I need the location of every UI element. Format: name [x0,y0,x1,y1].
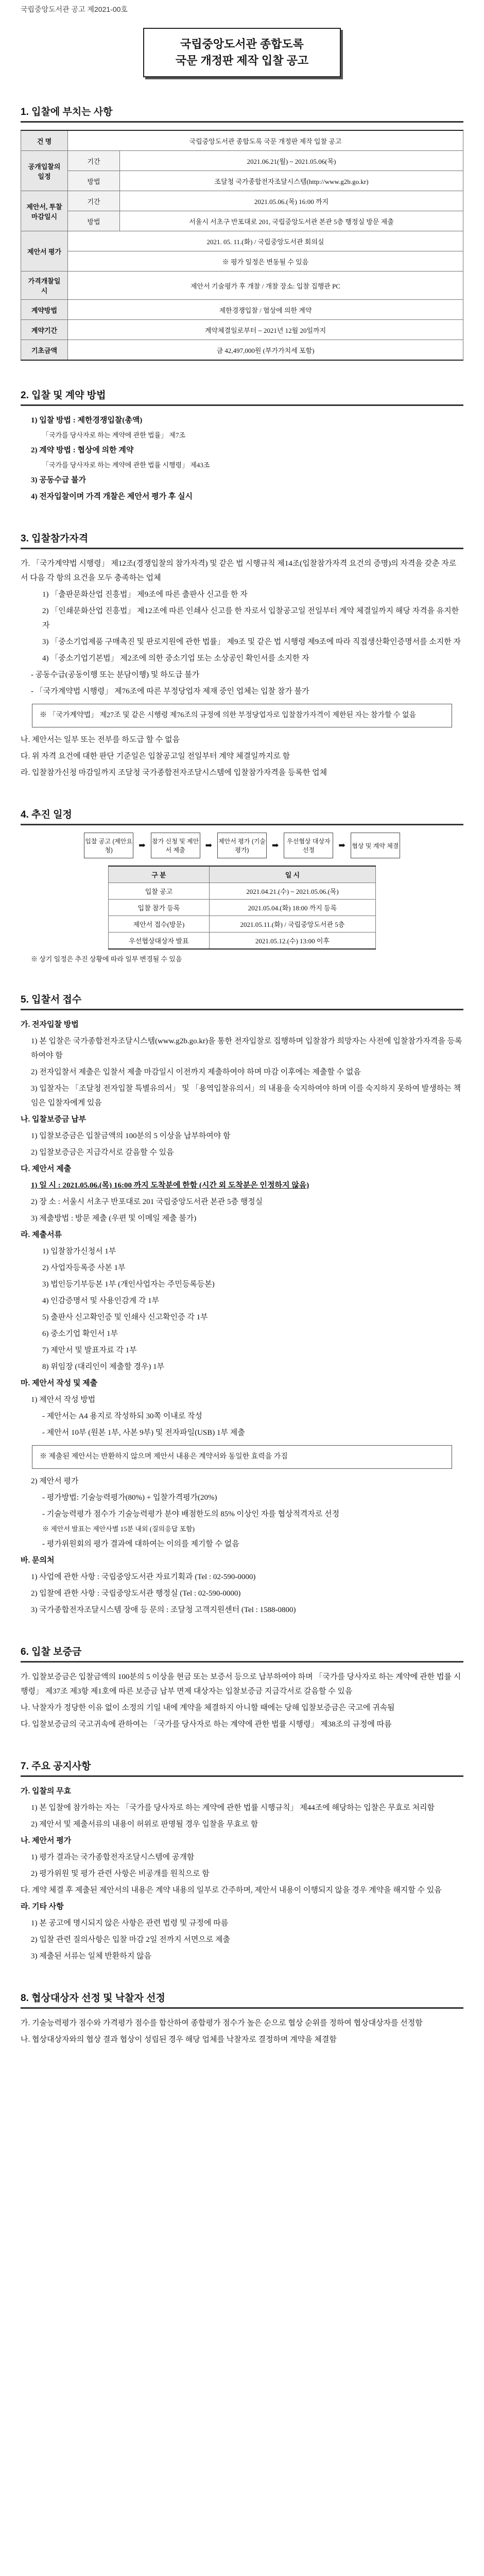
section-selection [21,1990,463,2047]
paragraph: - 「국가계약법 시행령」 제76조에 따른 부정당업자 제재 중인 업체는 입찰 참가 불가 [31,687,309,696]
paragraph: - 평가위원회의 평가 결과에 대하여는 이의를 제기할 수 없음 [42,1540,239,1548]
arrow-right-icon: ➡ [139,841,146,850]
list-item: 2) 사업자등록증 사본 1부 [42,1264,126,1272]
paragraph: 라. 입찰참가신청 마감일까지 조달청 국가종합전자조달시스템에 입찰참가자격을 등록한 업체 [21,769,327,777]
section-heading: 3. 입찰참가자격 [21,531,463,549]
arrow-right-icon: ➡ [205,841,212,850]
list-item: 8) 위임장 (대리인이 제출할 경우) 1부 [42,1363,165,1371]
paragraph: 라. 제출서류 [21,1231,62,1239]
paragraph: 3) 제출된 서류는 일체 반환하지 않음 [31,1952,152,1960]
section-overview [21,104,463,361]
paragraph: 나. 낙찰자가 정당한 이유 없이 소정의 기일 내에 계약을 체결하지 아니할 때에는 당해 입찰보증금은 국고에 귀속됨 [21,1704,395,1712]
flow-step: 참가 신청 및 제안서 제출 [151,833,200,858]
table-header-cell: 일 시 [209,866,375,883]
table-cell: 입찰 참가 등록 [109,900,210,916]
paragraph: 라. 기타 사항 [21,1903,64,1911]
notice-title-line-2: 국문 개정판 제작 입찰 공고 [175,54,309,67]
paragraph: 3) 「중소기업제품 구매촉진 및 판로지원에 관한 법률」 제9조 및 같은 법 시행령 제9조에 따라 직접생산확인증명서를 소지한 자 [42,638,461,646]
section-bidding-method [21,387,463,504]
list-item: 5) 출판사 신고확인증 및 인쇄사 신고확인증 각 1부 [42,1313,208,1321]
section-heading: 5. 입찰서 접수 [21,992,463,1010]
row-header: 제안서 평가 [21,231,68,272]
list-item: 6) 중소기업 확인서 1부 [42,1330,118,1338]
row-header: 가격개찰일시 [21,272,68,300]
arrow-right-icon: ➡ [272,841,279,850]
paragraph: 다. 계약 체결 후 제출된 제안서의 내용은 계약 내용의 일부로 간주하며, 제안서 내용이 이행되지 않을 경우 계약을 해지할 수 있음 [21,1886,442,1894]
paragraph: 4) 「중소기업기본법」 제2조에 의한 중소기업 또는 소상공인 확인서를 소지한 자 [42,654,309,663]
paragraph: 2) 평가위원 및 평가 관련 사항은 비공개를 원칙으로 함 [31,1870,210,1878]
paragraph: 2) 제안서 및 제출서류의 내용이 허위로 판명될 경우 입찰을 무효로 함 [31,1820,258,1828]
paragraph: 1) 본 공고에 명시되지 않은 사항은 관련 법령 및 규정에 따름 [31,1919,229,1927]
paragraph: 나. 제안서 평가 [21,1837,72,1845]
row-subheader: 방법 [68,171,120,191]
row-subheader: 기간 [68,191,120,211]
paragraph: 3) 공동수급 불가 [31,476,86,484]
notice-box: ※ 「국가계약법」 제27조 및 같은 시행령 제76조의 규정에 의한 부정당업자로 입찰참가자격이 제한된 자는 참가할 수 없음 [32,704,452,727]
row-header: 계약기간 [21,320,68,340]
process-flow [21,833,463,858]
contact-line: 3) 국가종합전자조달시스템 장애 등 문의 : 조달청 고객지원센터 (Tel : 1588-0800) [31,1606,296,1614]
list-item: 1) 입찰참가신청서 1부 [42,1247,116,1256]
row-value: 국립중앙도서관 종합도록 국문 개정판 제작 입찰 공고 [68,130,463,151]
paragraph: 1) 입찰보증금은 입찰금액의 100분의 5 이상을 납부하여야 함 [31,1132,231,1140]
row-value: 2021.05.06.(목) 16:00 까지 [120,191,463,211]
section-heading: 6. 입찰 보증금 [21,1644,463,1663]
list-item: 4) 인감증명서 및 사용인감계 각 1부 [42,1297,160,1305]
paragraph: 마. 제안서 작성 및 제출 [21,1379,98,1387]
paragraph: 「국가를 당사자로 하는 계약에 관한 법률」 제7조 [42,431,186,439]
table-cell: 2021.05.12.(수) 13:00 이후 [209,933,375,950]
paragraph: - 제안서는 A4 용지로 작성하되 30쪽 이내로 작성 [42,1412,202,1420]
paragraph: - 기술능력평가 점수가 기술능력평가 분야 배점한도의 85% 이상인 자를 협상적격자로 선정 [42,1510,340,1518]
section-heading: 1. 입찰에 부치는 사항 [21,104,463,123]
table-cell: 2021.05.11.(화) / 국립중앙도서관 5층 [209,916,375,933]
section-notices [21,1758,463,1963]
paragraph: 다. 입찰보증금의 국고귀속에 관하여는 「국가를 당사자로 하는 계약에 관한 법률 시행령」 제38조의 규정에 따름 [21,1720,392,1728]
row-header: 공개입찰의 일정 [21,151,68,191]
row-subheader: 방법 [68,211,120,231]
row-header: 계약방법 [21,300,68,320]
row-value: 서울시 서초구 반포대로 201, 국립중앙도서관 본관 5층 행정실 방문 제출 [120,211,463,231]
section-bid-bond [21,1644,463,1732]
paragraph: 가. 「국가계약법 시행령」 제12조(경쟁입찰의 참가자격) 및 같은 법 시행규칙 제14조(입찰참가자격 요건의 증명)의 자격을 갖춘 자로서 다음 각 항의 요건을 모두 충족하는 업체 [21,560,457,582]
table-header-cell: 구 분 [109,866,210,883]
row-header: 건 명 [21,130,68,151]
section-submission [21,992,463,1617]
row-value: 조달청 국가종합전자조달시스템(http://www.g2b.go.kr) [120,171,463,191]
paragraph: 1) 본 입찰에 참가하는 자는 「국가를 당사자로 하는 계약에 관한 법률 시행규칙」 제44조에 해당하는 입찰은 무효로 처리함 [31,1804,435,1812]
schedule-table [108,866,376,950]
paragraph: 다. 위 자격 요건에 대한 판단 기준일은 입찰공고일 전일부터 계약 체결일까지로 함 [21,752,290,760]
paragraph: 3) 제출방법 : 방문 제출 (우편 및 이메일 제출 불가) [31,1214,197,1223]
paragraph: 나. 제안서는 일부 또는 전부를 하도급 할 수 없음 [21,736,180,744]
paragraph: 2) 전자입찰서 제출은 입찰서 제출 마감일시 이전까지 제출하여야 하며 마감 이후에는 제출할 수 없음 [31,1068,361,1076]
paragraph: 가. 전자입찰 방법 [21,1021,79,1029]
row-value: 제한경쟁입찰 / 협상에 의한 계약 [68,300,463,320]
table-cell: 2021.05.04.(화) 18:00 까지 등록 [209,900,375,916]
paragraph: 2) 장 소 : 서울시 서초구 반포대로 201 국립중앙도서관 본관 5층 행정실 [31,1198,263,1206]
section-heading: 2. 입찰 및 계약 방법 [21,387,463,406]
notice-title-line-1: 국립중앙도서관 종합도록 [180,38,304,50]
list-item: 3) 법인등기부등본 1부 (개인사업자는 주민등록등본) [42,1280,215,1289]
paragraph: 1) 제안서 작성 방법 [31,1396,96,1404]
row-subheader: 기간 [68,151,120,171]
row-value: 금 42,497,000원 (부가가치세 포함) [68,340,463,361]
section-eligibility [21,531,463,780]
row-value: 2021. 05. 11.(화) / 국립중앙도서관 회의실 [68,231,463,251]
section-heading: 7. 주요 공지사항 [21,1758,463,1777]
section-schedule [21,807,463,965]
paragraph: ※ 제안서 발표는 제안사별 15분 내외 (질의응답 포함) [42,1525,195,1533]
paragraph: 3) 입찰자는 「조달청 전자입찰 특별유의서」 및 「용역입찰유의서」의 내용을 숙지하여야 하며 이를 숙지하지 못하여 발생하는 책임은 입찰자에게 있음 [31,1084,461,1107]
schedule-note: ※ 상기 일정은 추진 상황에 따라 일부 변경될 수 있음 [31,955,182,963]
paragraph: 가. 기술능력평가 점수와 가격평가 점수를 합산하여 종합평가 점수가 높은 순으로 협상 순위를 정하여 협상대상자를 선정함 [21,2019,423,2027]
paragraph: - 평가방법: 기술능력평가(80%) + 입찰가격평가(20%) [42,1494,217,1502]
paragraph: 1) 일 시 : 2021.05.06.(목) 16:00 까지 도착분에 한함 (시간 외 도착분은 인정하지 않음) [31,1181,309,1190]
row-value: 계약체결일로부터 ~ 2021년 12월 20일까지 [68,320,463,340]
list-item: 7) 제안서 및 발표자료 각 1부 [42,1346,137,1354]
section-heading: 4. 추진 일정 [21,807,463,825]
table-cell: 우선협상대상자 발표 [109,933,210,950]
paragraph: 2) 「인쇄문화산업 진흥법」 제12조에 따른 인쇄사 신고를 한 자로서 입찰공고일 전일부터 계약 체결일까지 해당 자격을 유지한 자 [42,607,459,630]
contact-line: 1) 사업에 관한 사항 : 국립중앙도서관 자료기획과 (Tel : 02-590-0000) [31,1573,256,1581]
paragraph: 1) 평가 결과는 국가종합전자조달시스템에 공개함 [31,1853,195,1861]
row-header: 제안서, 투찰마감일시 [21,191,68,231]
paragraph: 4) 전자입찰이며 가격 개찰은 제안서 평가 후 실시 [31,493,193,501]
paragraph: 2) 계약 방법 : 협상에 의한 계약 [31,446,134,454]
paragraph: 1) 「출판문화산업 진흥법」 제9조에 따른 출판사 신고를 한 자 [42,590,248,599]
flow-step: 입찰 공고 (제안요청) [84,833,133,858]
paragraph: 「국가를 당사자로 하는 계약에 관한 법률 시행령」 제43조 [42,461,210,469]
flow-step: 협상 및 계약 체결 [351,833,400,858]
paragraph: 가. 입찰보증금은 입찰금액의 100분의 5 이상을 현금 또는 보증서 등으로 납부하여야 하며 「국가를 당사자로 하는 계약에 관한 법률 시행령」 제37조 제3항 제1호에 따른 보증금 납부 면제 대상자는 입찰보증금 지급각서로 갈음할 수 있음 [21,1673,461,1696]
arrow-right-icon: ➡ [338,841,345,850]
table-cell: 2021.04.21.(수) ~ 2021.05.06.(목) [209,883,375,900]
paragraph: - 제안서 10부 (원본 1부, 사본 9부) 및 전자파일(USB) 1부 제출 [42,1429,245,1437]
paragraph: 나. 입찰보증금 납부 [21,1115,87,1124]
flow-step: 우선협상 대상자 선정 [284,833,333,858]
paragraph: 바. 문의처 [21,1556,55,1565]
notice-title-box [143,28,341,77]
flow-step: 제안서 평가 (기술평가) [217,833,267,858]
notice-box: ※ 제출된 제안서는 반환하지 않으며 제안서 내용은 계약서와 동일한 효력을 가짐 [32,1445,452,1469]
contact-line: 2) 입찰에 관한 사항 : 국립중앙도서관 행정실 (Tel : 02-590-0000) [31,1589,241,1598]
overview-table [21,130,463,361]
table-cell: 입찰 공고 [109,883,210,900]
section-heading: 8. 협상대상자 선정 및 낙찰자 선정 [21,1990,463,2009]
row-value: 2021.06.21(월) ~ 2021.05.06(목) [120,151,463,171]
paragraph: 2) 입찰 관련 질의사항은 입찰 마감 2일 전까지 서면으로 제출 [31,1936,231,1944]
row-header: 기초금액 [21,340,68,361]
paragraph: 2) 입찰보증금은 지급각서로 갈음할 수 있음 [31,1148,174,1157]
row-value: ※ 평가 일정은 변동될 수 있음 [68,251,463,272]
paragraph: - 공동수급(공동이행 또는 분담이행) 및 하도급 불가 [31,671,200,679]
paragraph: 가. 입찰의 무효 [21,1787,72,1795]
paragraph: 2) 제안서 평가 [31,1477,79,1485]
notice-number: 국립중앙도서관 공고 제2021-00호 [21,5,128,13]
paragraph: 다. 제안서 제출 [21,1165,72,1173]
row-value: 제안서 기술평가 후 개찰 / 개찰 장소: 입찰 집행관 PC [68,272,463,300]
paragraph: 나. 협상대상자와의 협상 결과 협상이 성립된 경우 해당 업체를 낙찰자로 결정하며 계약을 체결함 [21,2036,337,2044]
paragraph: 1) 입찰 방법 : 제한경쟁입찰(총액) [31,416,143,425]
table-cell: 제안서 접수(방문) [109,916,210,933]
paragraph: 1) 본 입찰은 국가종합전자조달시스템(www.g2b.go.kr)을 통한 전자입찰로 집행하며 입찰참가 희망자는 사전에 입찰참가자격을 등록하여야 함 [31,1037,462,1060]
